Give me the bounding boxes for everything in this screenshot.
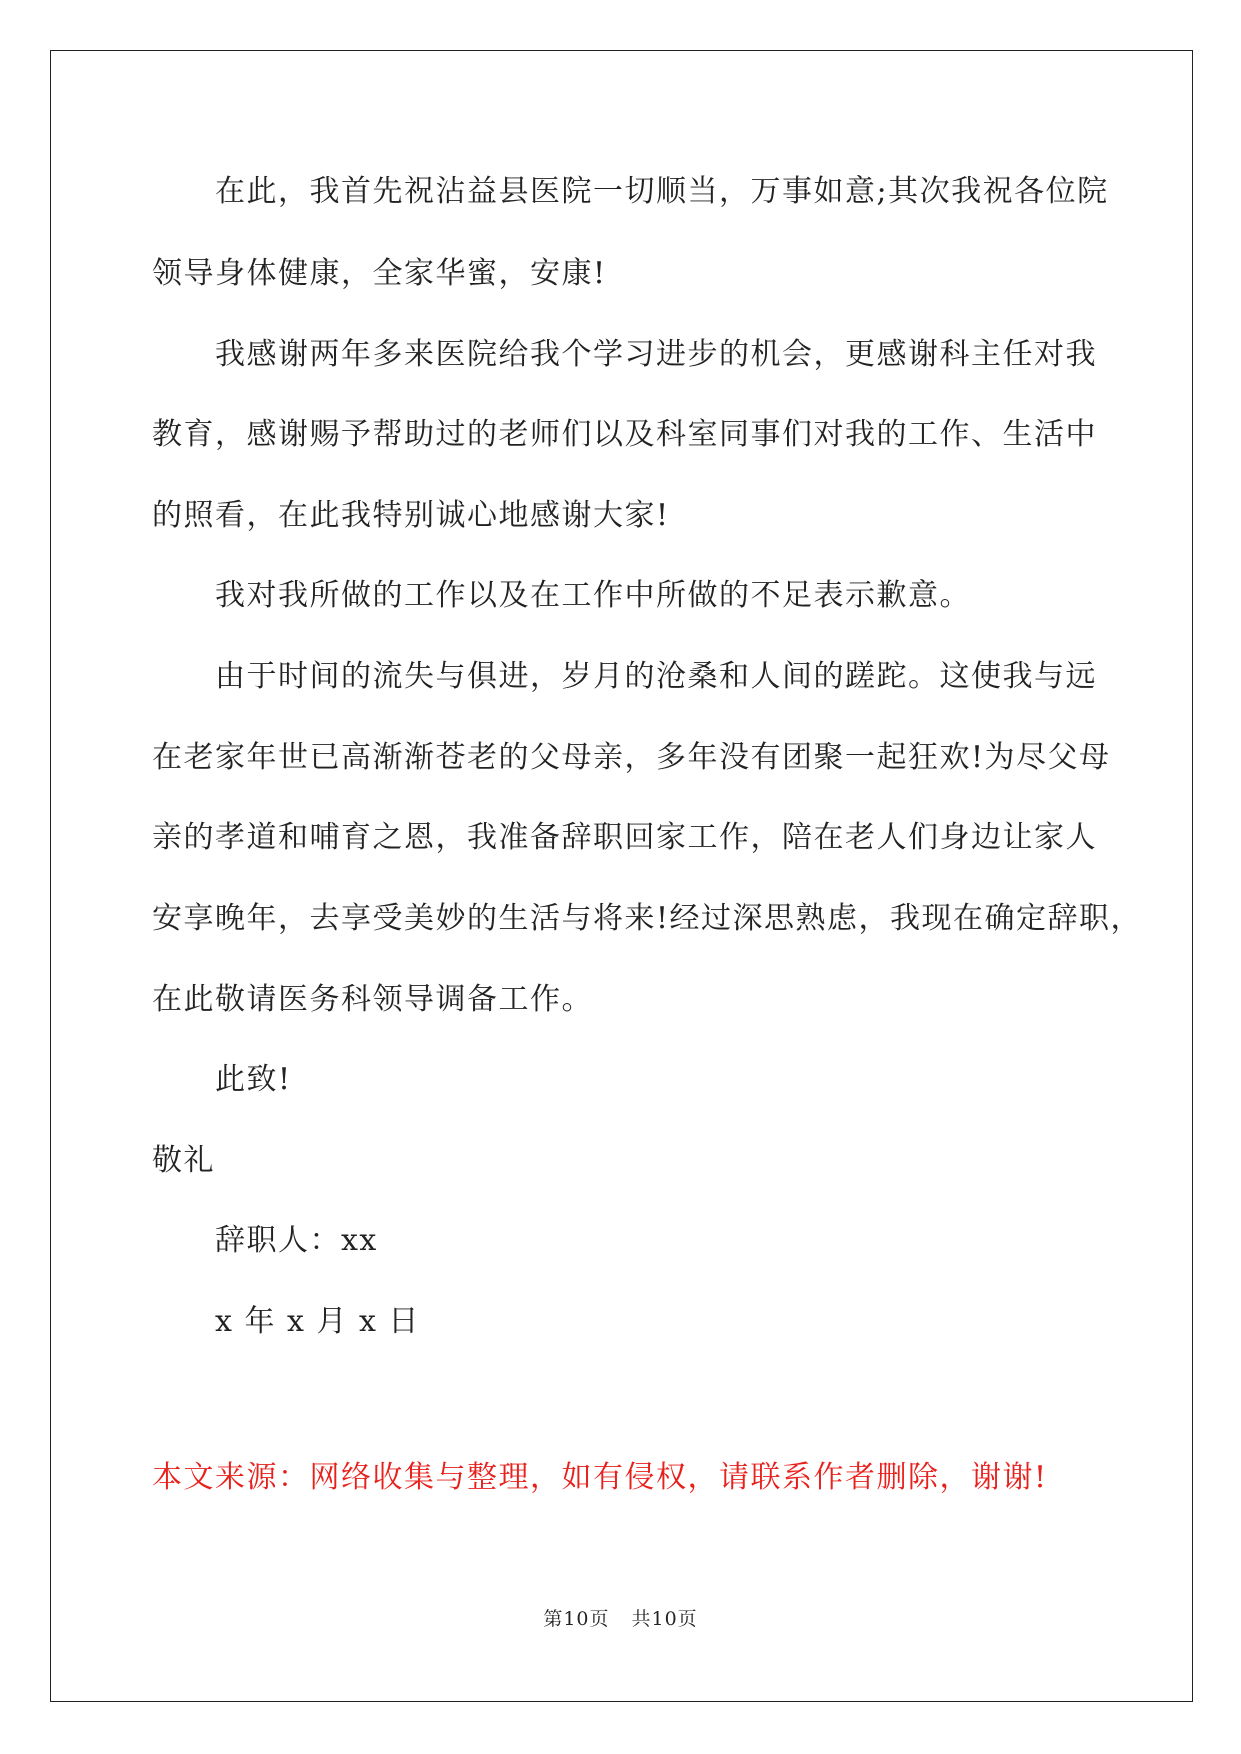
page-border bbox=[50, 50, 1193, 1702]
paragraph-line: 我对我所做的工作以及在工作中所做的不足表示歉意。 bbox=[215, 578, 971, 613]
closing-regards: 敬礼 bbox=[152, 1143, 215, 1178]
closing-salutation: 此致! bbox=[215, 1062, 292, 1097]
page-number-total: 共10页 bbox=[631, 1608, 698, 1630]
paragraph-line: 在老家年世已高渐渐苍老的父母亲，多年没有团聚一起狂欢!为尽父母 bbox=[152, 740, 1111, 775]
paragraph-line: 安享晚年，去享受美妙的生活与将来!经过深思熟虑，我现在确定辞职， bbox=[152, 901, 1143, 936]
paragraph-line: 亲的孝道和哺育之恩，我准备辞职回家工作，陪在老人们身边让家人 bbox=[152, 820, 1097, 855]
paragraph-line: 由于时间的流失与俱进，岁月的沧桑和人间的蹉跎。这使我与远 bbox=[215, 659, 1097, 694]
signature-name: 辞职人：xx bbox=[215, 1223, 378, 1258]
paragraph-line: 教育，感谢赐予帮助过的老师们以及科室同事们对我的工作、生活中 bbox=[152, 417, 1097, 452]
signature-date: x 年 x 月 x 日 bbox=[215, 1304, 420, 1339]
paragraph-line: 在此，我首先祝沾益县医院一切顺当，万事如意;其次我祝各位院 bbox=[215, 174, 1109, 209]
page-number-current: 第10页 bbox=[543, 1608, 610, 1630]
paragraph-line: 我感谢两年多来医院给我个学习进步的机会，更感谢科主任对我 bbox=[215, 337, 1097, 372]
source-note: 本文来源：网络收集与整理，如有侵权，请联系作者删除，谢谢! bbox=[152, 1460, 1048, 1495]
paragraph-line: 领导身体健康，全家华蜜，安康! bbox=[152, 256, 607, 291]
page-footer bbox=[0, 1607, 1241, 1631]
paragraph-line: 在此敬请医务科领导调备工作。 bbox=[152, 982, 593, 1017]
paragraph-line: 的照看，在此我特别诚心地感谢大家! bbox=[152, 498, 670, 533]
